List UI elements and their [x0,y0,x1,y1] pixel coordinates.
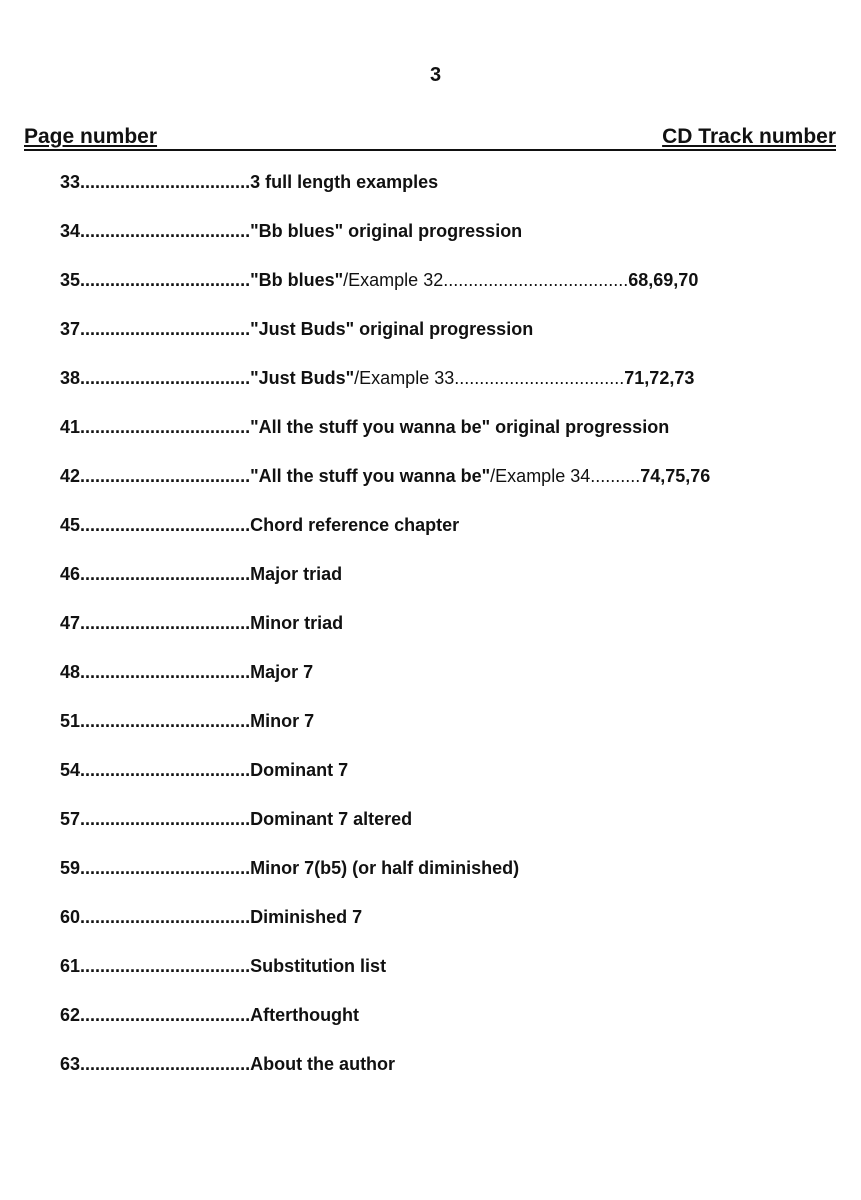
entry-leader-dots: .................................. [80,319,251,339]
entry-leader-dots: .................................. [80,270,251,290]
entry-leader-dots: .................................. [80,172,251,192]
entry-page-number: 48 [60,662,81,682]
cd-track-column-header: CD Track number [662,125,836,148]
entry-example-label: /Example 33 [354,368,455,388]
toc-entry [60,415,850,464]
page-number: 3 [429,64,442,86]
entry-cd-tracks: 68,69,70 [628,270,699,290]
entry-page-number: 57 [60,809,81,829]
entry-title: "Just Buds" original progression [250,319,534,339]
entry-title: 3 full length examples [250,172,439,192]
entry-page-number: 45 [60,515,81,535]
entry-page-number: 46 [60,564,81,584]
entry-title: "Bb blues" [250,270,344,290]
entry-title: Dominant 7 altered [250,809,413,829]
entry-page-number: 41 [60,417,81,437]
entry-title: Substitution list [250,956,387,976]
toc-entry [60,660,850,709]
entry-page-number: 47 [60,613,81,633]
entry-page-number: 61 [60,956,81,976]
entry-page-number: 59 [60,858,81,878]
toc-entry [60,758,850,807]
entry-page-number: 38 [60,368,81,388]
entry-title: Dominant 7 [250,760,349,780]
toc-entry [60,807,850,856]
toc-entry [60,513,850,562]
toc-entry [60,1003,850,1052]
entry-leader-dots: .................................. [80,662,251,682]
entry-track-leader-dots: .................................. [454,368,625,388]
entry-title: About the author [250,1054,396,1074]
entry-leader-dots: .................................. [80,368,251,388]
entry-leader-dots: .................................. [80,907,251,927]
toc-entry [60,317,850,366]
entry-title: Major 7 [250,662,314,682]
entry-leader-dots: .................................. [80,1005,251,1025]
entry-leader-dots: .................................. [80,221,251,241]
entry-title: Chord reference chapter [250,515,460,535]
entry-page-number: 51 [60,711,81,731]
entry-title: "Bb blues" original progression [250,221,523,241]
toc-entry [60,709,850,758]
page-number-column-header: Page number [24,125,158,148]
toc-entry [60,366,850,415]
entry-title: "All the stuff you wanna be" [250,466,491,486]
entry-example-label: /Example 34 [490,466,591,486]
entry-example-label: /Example 32 [343,270,444,290]
entry-page-number: 60 [60,907,81,927]
entry-cd-tracks: 71,72,73 [624,368,695,388]
toc-entry [60,170,850,219]
entry-page-number: 37 [60,319,81,339]
toc-entry [60,856,850,905]
entry-title: Diminished 7 [250,907,363,927]
entry-title: Minor triad [250,613,344,633]
table-of-contents [60,170,850,1101]
entry-title: Minor 7 [250,711,315,731]
entry-leader-dots: .................................. [80,466,251,486]
entry-page-number: 63 [60,1054,81,1074]
entry-track-leader-dots: .......... [590,466,641,486]
entry-page-number: 42 [60,466,81,486]
toc-entry [60,954,850,1003]
entry-leader-dots: .................................. [80,564,251,584]
entry-page-number: 34 [60,221,81,241]
toc-entry [60,464,850,513]
entry-page-number: 35 [60,270,81,290]
entry-page-number: 62 [60,1005,81,1025]
entry-title: "Just Buds" [250,368,355,388]
entry-leader-dots: .................................. [80,417,251,437]
toc-entry [60,905,850,954]
entry-title: Afterthought [250,1005,360,1025]
entry-title: "All the stuff you wanna be" original progression [250,417,670,437]
toc-entry [60,219,850,268]
toc-entry [60,562,850,611]
toc-entry [60,1052,850,1101]
toc-header [24,122,836,151]
entry-leader-dots: .................................. [80,1054,251,1074]
entry-leader-dots: .................................. [80,515,251,535]
toc-entry [60,611,850,660]
entry-leader-dots: .................................. [80,858,251,878]
entry-title: Minor 7(b5) (or half diminished) [250,858,520,878]
entry-leader-dots: .................................. [80,956,251,976]
entry-leader-dots: .................................. [80,809,251,829]
entry-track-leader-dots: ..................................... [443,270,629,290]
entry-leader-dots: .................................. [80,711,251,731]
entry-leader-dots: .................................. [80,613,251,633]
entry-page-number: 33 [60,172,81,192]
entry-title: Major triad [250,564,343,584]
entry-leader-dots: .................................. [80,760,251,780]
toc-entry [60,268,850,317]
entry-page-number: 54 [60,760,81,780]
entry-cd-tracks: 74,75,76 [640,466,711,486]
